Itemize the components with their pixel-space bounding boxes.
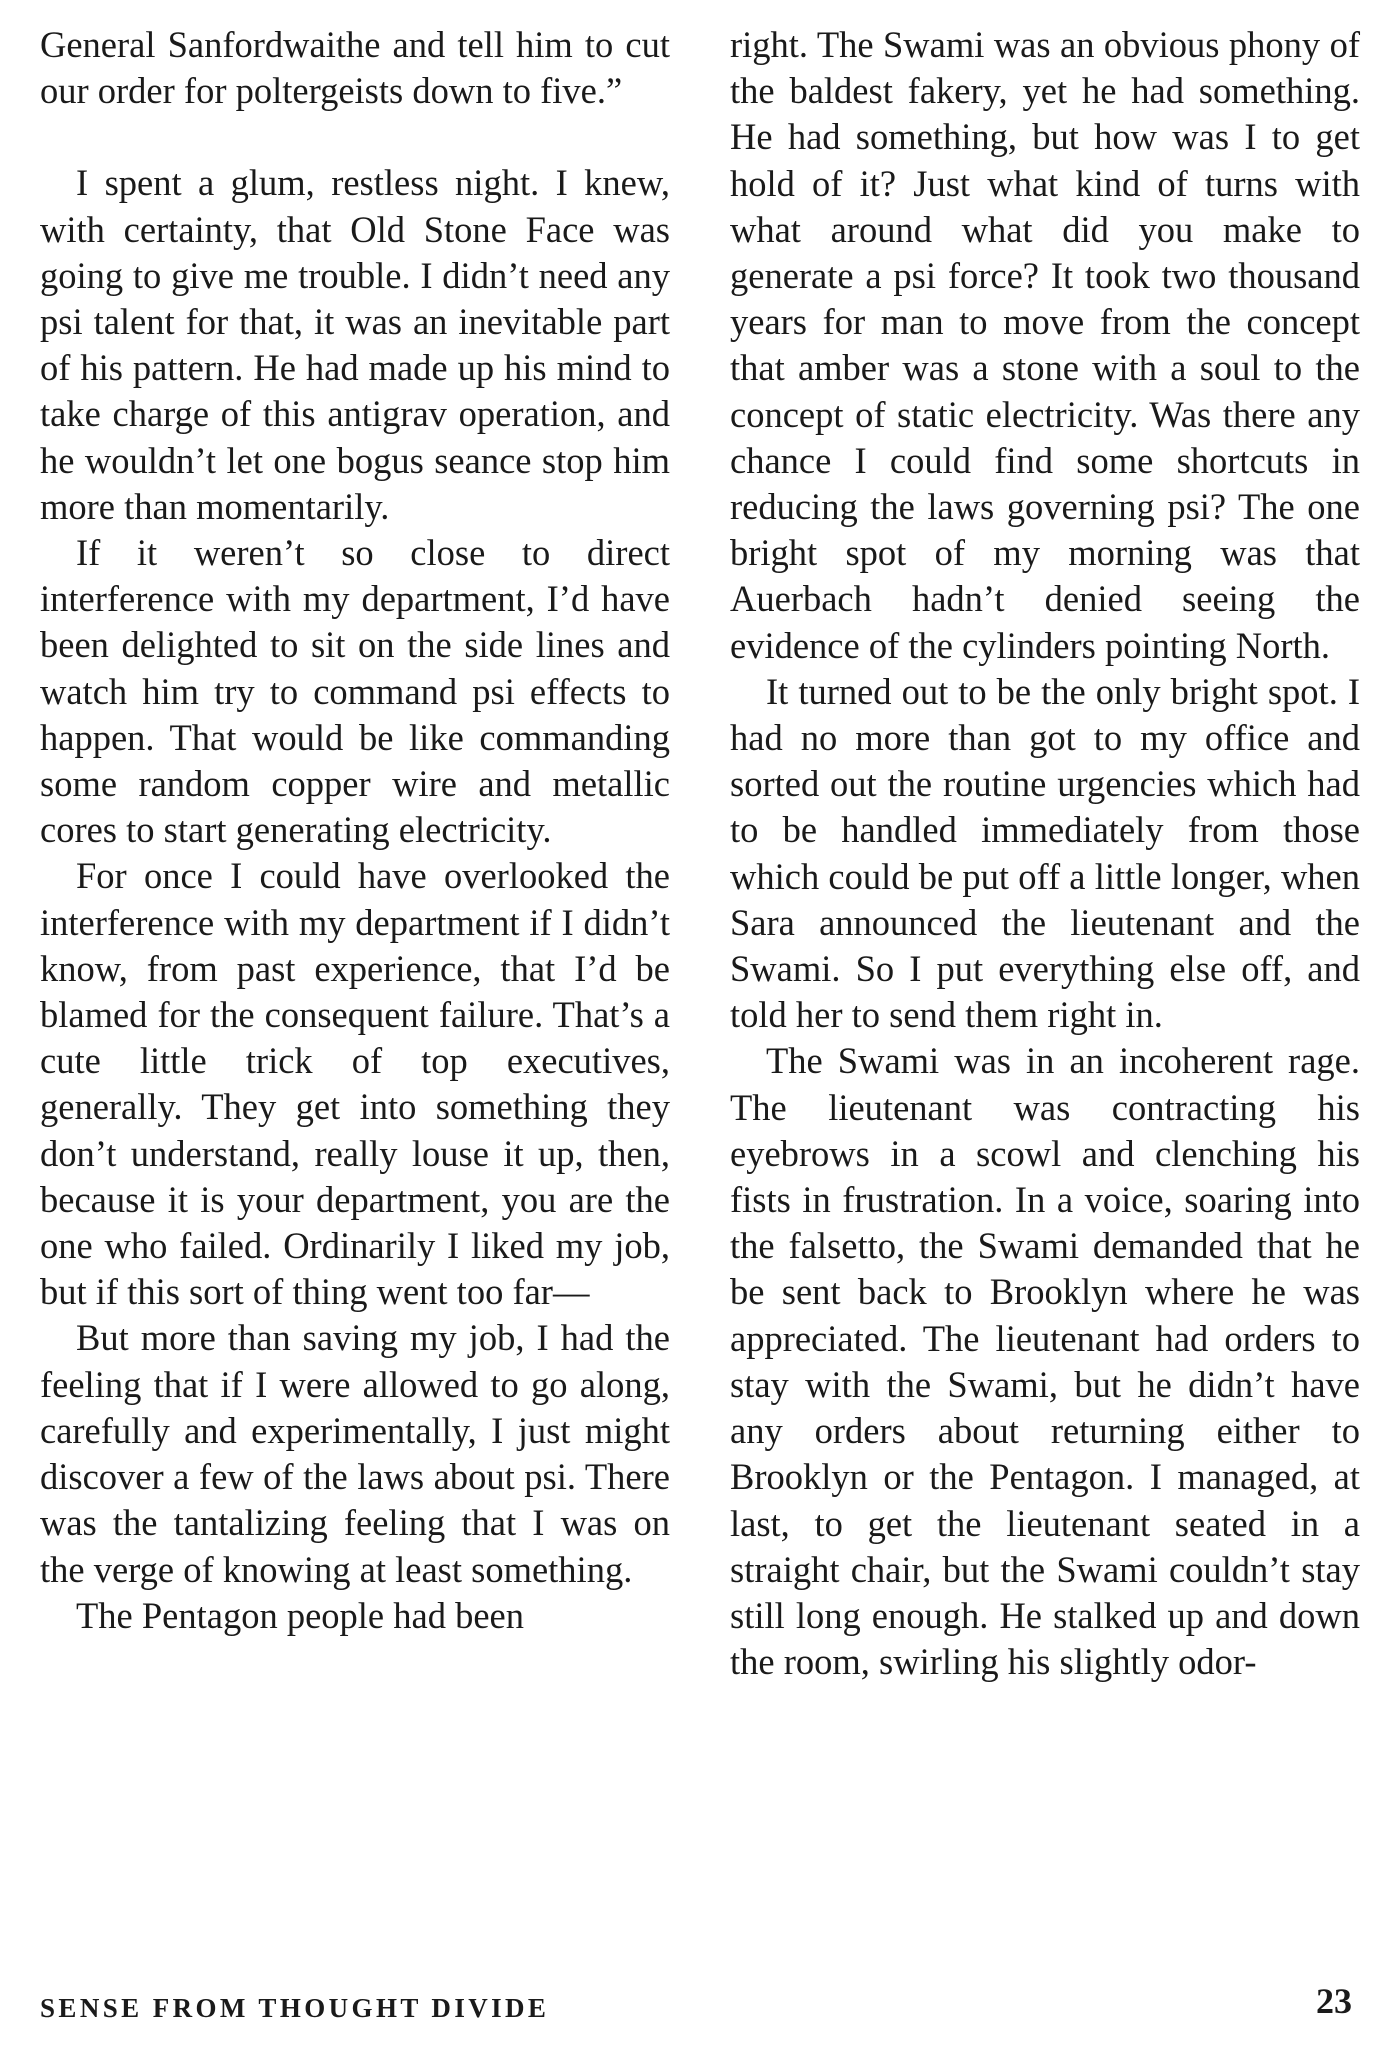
paragraph: I spent a glum, restless night. I knew, with certainty, that Old Stone Face was going to give me trouble. I didn’t need any psi talent for that, it was an inevitable part of his pattern. He had made up his mind to take charge of this antigrav operation, and he wouldn’t let one bogus seance stop him more than momentarily. — [40, 162, 670, 527]
page-number: 23 — [1316, 1981, 1352, 2021]
right-text-column — [730, 22, 1360, 1685]
left-text-column — [40, 22, 670, 1639]
paragraph: If it weren’t so close to direct interference with my department, I’d have been delighted to sit on the side lines and watch him try to command psi effects to happen. That would be like commanding some random copper wire and metallic cores to start generating electricity. — [40, 532, 670, 851]
paragraph: right. The Swami was an obvious phony of the baldest fakery, yet he had something. He had something, but how was I to get hold of it? Just what kind of turns with what around what did you make to generate a psi force? It took two thousand years for man to move from the concept that amber was a stone with a soul to the concept of static electricity. Was there any chance I could find some shortcuts in reducing the laws governing psi? The one bright spot of my morning was that Auerbach hadn’t denied seeing the evidence of the cylinders pointing North. — [730, 24, 1360, 666]
paragraph: For once I could have overlooked the interference with my department if I didn’t know, from past experience, that I’d be blamed for the consequent failure. That’s a cute little trick of top executives, generally. They get into something they don’t understand, really louse it up, then, because it is your department, you are the one who failed. Ordinarily I liked my job, but if this sort of thing went too far— — [40, 855, 670, 1313]
paragraph: The Pentagon people had been — [76, 1594, 524, 1636]
paragraph: General Sanfordwaithe and tell him to cut our order for poltergeists down to five.” — [40, 24, 670, 112]
paragraph: It turned out to be the only bright spot. I had no more than got to my office and sorted out the routine urgencies which had to be handled immediately from those which could be put off a little longer, when Sara announced the lieutenant and the Swami. So I put everything else off, and told her to send them right in. — [730, 670, 1360, 1036]
paragraph: But more than saving my job, I had the feeling that if I were allowed to go along, carefully and experimentally, I just might discover a few of the laws about psi. There was the tantalizing feeling that I was on the verge of knowing at least something. — [40, 1317, 670, 1590]
paragraph: The Swami was in an incoherent rage. The lieutenant was contracting his eyebrows in a scowl and clenching his fists in frustration. In a voice, soaring into the falsetto, the Swami demanded that he be sent back to Brooklyn where he was appreciated. The lieutenant had orders to stay with the Swami, but he didn’t have any orders about returning either to Brooklyn or the Pentagon. I managed, at last, to get the lieutenant seated in a straight chair, but the Swami couldn’t stay still long enough. He stalked up and down the room, swirling his slightly odor- — [730, 1040, 1360, 1683]
running-title: SENSE FROM THOUGHT DIVIDE — [40, 1993, 550, 2023]
